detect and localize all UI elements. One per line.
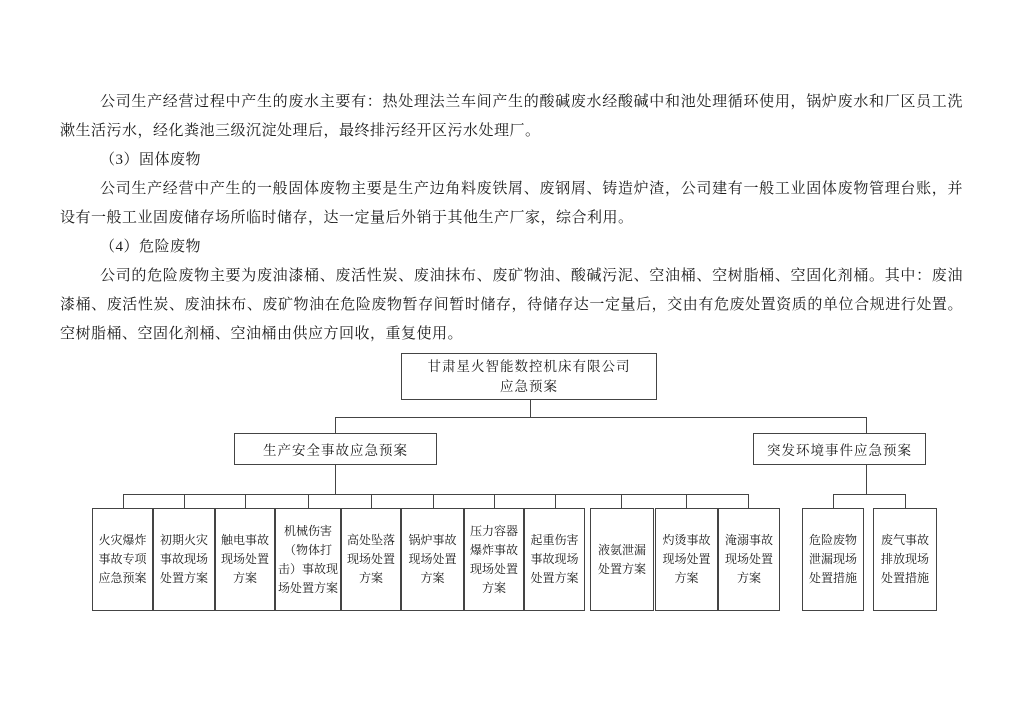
node-mechanical-injury: 机械伤害（物体打击）事故现场处置方案: [275, 508, 341, 611]
node-hazardous-waste-leak: 危险废物泄漏现场处置措施: [802, 508, 864, 611]
node-scald-accident: 灼烫事故现场处置方案: [655, 508, 718, 611]
heading-solid-waste: （3）固体废物: [100, 152, 202, 168]
paragraph-solid-waste: 公司生产经营中产生的一般固体废物主要是生产边角料废铁屑、废钢屑、铸造炉渣，公司建有一般工业固体废物管理台账，并设有一般工业固废储存场所临时储存，达一定量后外销于其他生产厂家，综合利用。: [60, 181, 963, 226]
node-electric-shock: 触电事故现场处置方案: [215, 508, 275, 611]
branch-node-production-safety: 生产安全事故应急预案: [234, 433, 437, 465]
paragraph-wastewater: 公司生产经营过程中产生的废水主要有：热处理法兰车间产生的酸碱废水经酸碱中和池处理循环使用，锅炉废水和厂区员工洗漱生活污水，经化粪池三级沉淀处理后，最终排污经开区污水处理厂。: [60, 94, 963, 139]
node-pressure-vessel-explosion: 压力容器爆炸事故现场处置方案: [464, 508, 524, 611]
org-chart-root-node: [401, 353, 657, 400]
heading-hazardous-waste: （4）危险废物: [100, 239, 202, 255]
node-initial-fire: 初期火灾事故现场处置方案: [153, 508, 215, 611]
node-lifting-injury: 起重伤害事故现场处置方案: [524, 508, 585, 611]
node-fall-from-height: 高处坠落现场处置方案: [341, 508, 401, 611]
node-fire-explosion: 火灾爆炸事故专项应急预案: [92, 508, 153, 611]
branch-node-environmental-incident: 突发环境事件应急预案: [753, 433, 926, 465]
root-node-company-name: 甘肃星火智能数控机床有限公司: [427, 358, 631, 374]
node-boiler-accident: 锅炉事故现场处置方案: [401, 508, 464, 611]
node-drowning-accident: 淹溺事故现场处置方案: [718, 508, 780, 611]
paragraph-hazardous-waste: 公司的危险废物主要为废油漆桶、废活性炭、废油抹布、废矿物油、酸碱污泥、空油桶、空树脂桶、空固化剂桶。其中：废油漆桶、废活性炭、废油抹布、废矿物油在危险废物暂存间暂时储存，待储存达一定量后，交由有危废处置资质的单位合规进行处置。空树脂桶、空固化剂桶、空油桶由供应方回收，重复使用。: [60, 268, 963, 342]
root-node-subtitle: 应急预案: [500, 378, 558, 394]
node-exhaust-gas-discharge: 废气事故排放现场处置措施: [873, 508, 937, 611]
node-ammonia-leak: 液氨泄漏处置方案: [590, 508, 654, 611]
